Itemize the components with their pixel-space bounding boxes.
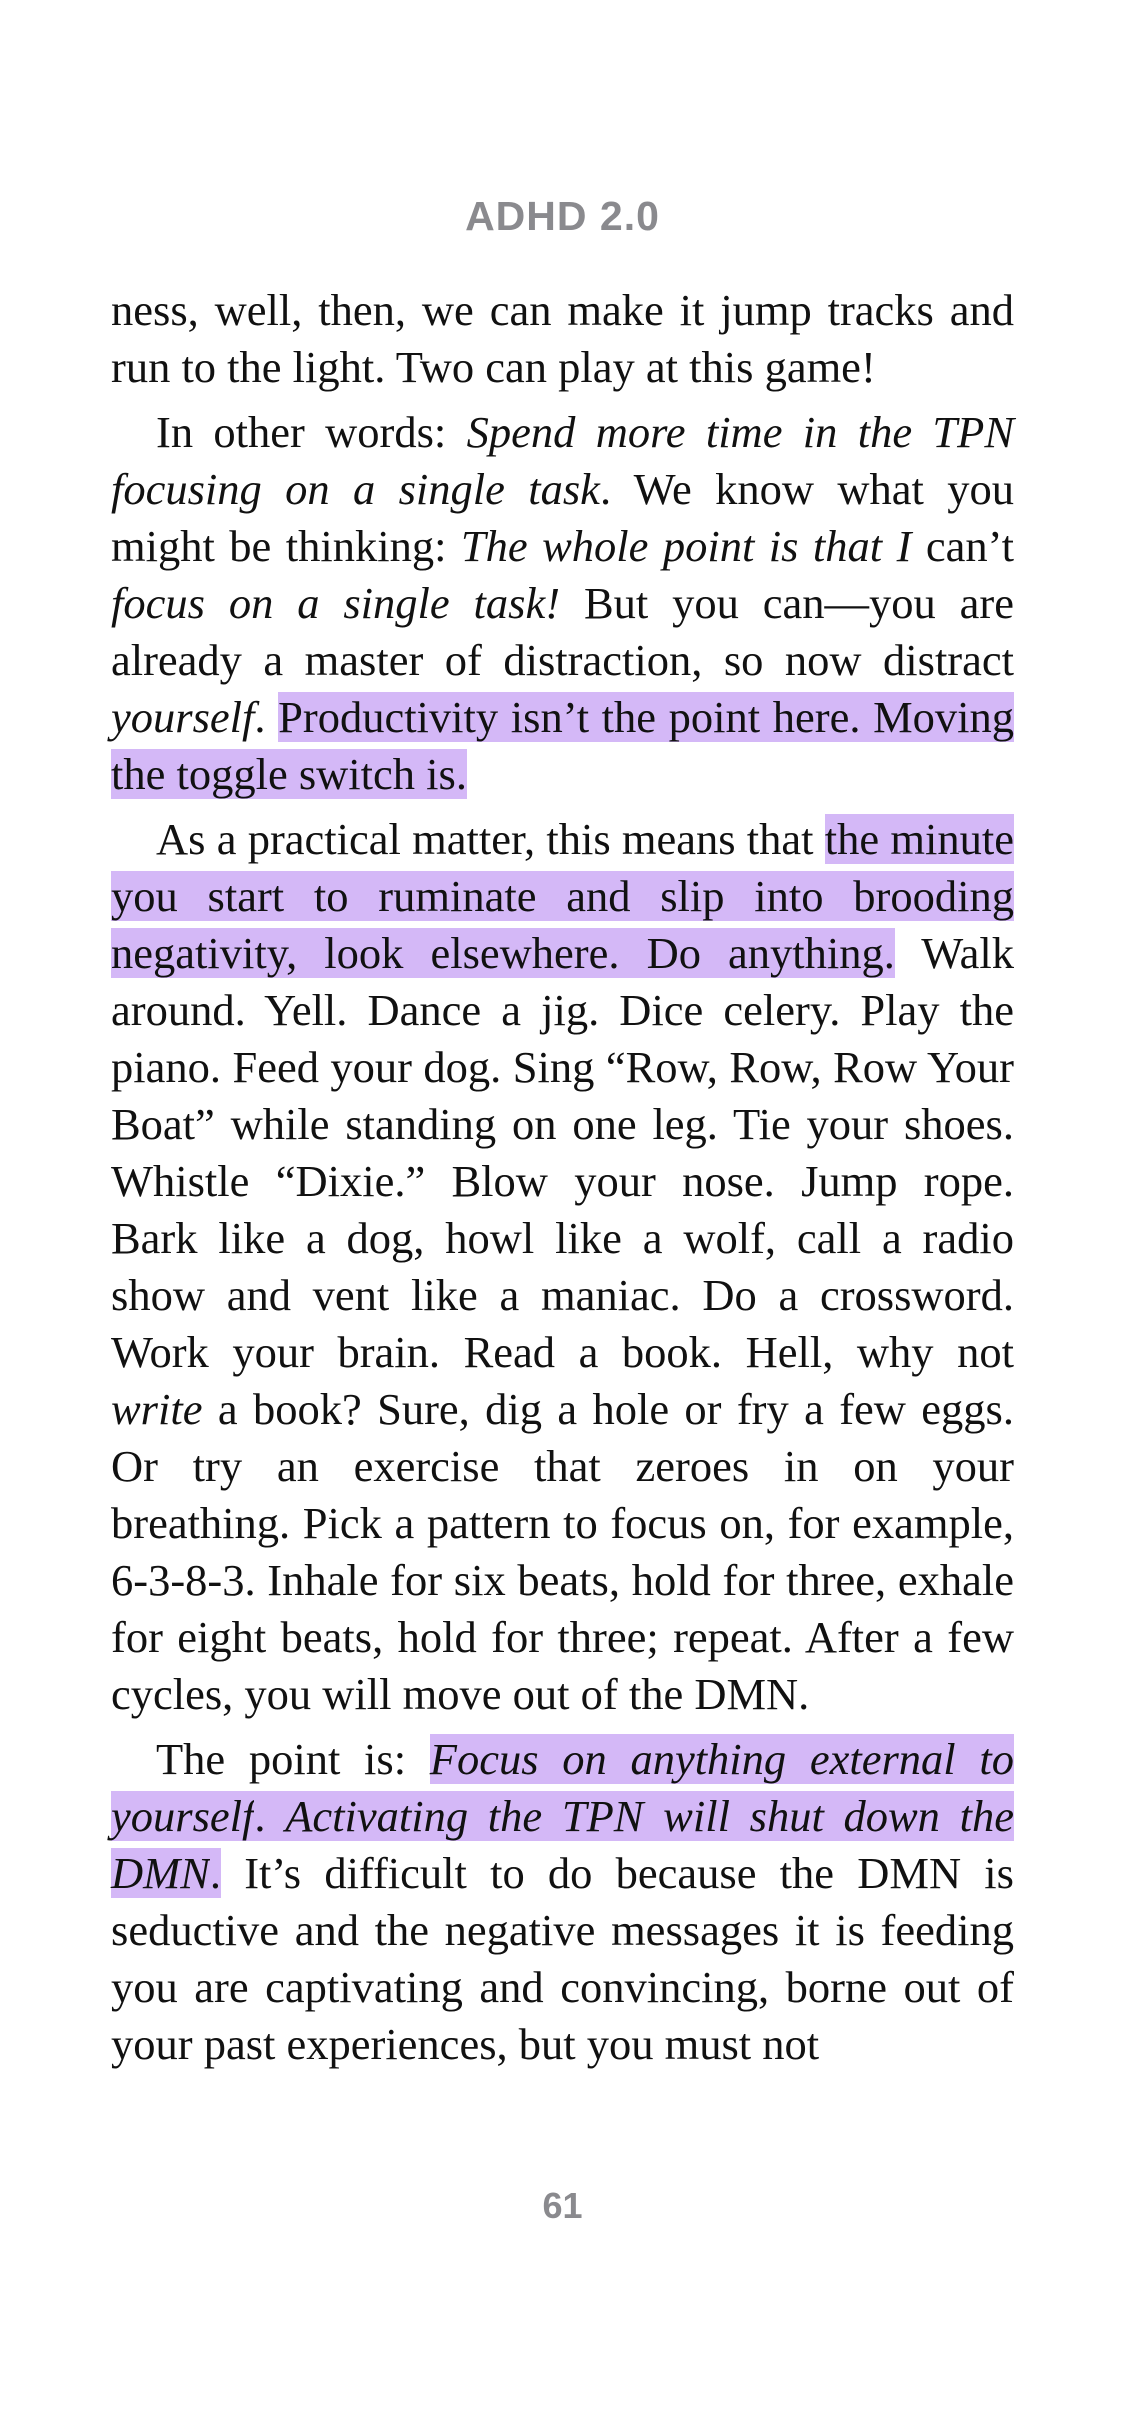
italic-text: focus on a single task! [111, 578, 561, 628]
paragraph [111, 404, 1014, 803]
text-run: In other words: [156, 407, 467, 457]
text-run: can’t [911, 521, 1015, 571]
text-run: . [254, 692, 279, 742]
text-run: Walk around. Yell. Dance a jig. Dice celery. Play the piano. Feed your dog. Sing “Row, Row, Row Your Boat” while standing on one leg. Tie your shoes. Whistle “Dixie.” Blow your nose. Jump rope. Bark like a dog, howl like a wolf, call a radio show and vent like a maniac. Do a crossword. Work your brain. Read a book. Hell, why not [111, 928, 1015, 1377]
highlighted-text: . [254, 1791, 286, 1841]
highlighted-text: Activating the TPN will shut down the DMN [111, 1791, 1014, 1898]
italic-text: The whole point is that I [460, 521, 912, 571]
book-title: ADHD 2.0 [465, 193, 660, 239]
text-run: It’s difficult to do because the DMN is seductive and the negative messages it is feeding you are captivating and convincing, borne out of your past experiences, but you must not [111, 1848, 1014, 2069]
highlighted-text: Productivity isn’t the point here. Moving the toggle switch is. [111, 692, 1014, 799]
italic-text: write [111, 1384, 203, 1434]
italic-text: yourself [111, 692, 255, 742]
italic-text: Spend more time in the TPN focusing on a single task [111, 407, 1015, 514]
paragraph [111, 1731, 1014, 2073]
highlighted-text: . [209, 1848, 222, 1898]
highlighted-text: Focus on anything external to yourself [111, 1734, 1014, 1841]
text-run: But you can—you are already a master of distraction, so now distract [111, 578, 1015, 685]
text-run: a book? Sure, dig a hole or fry a few eggs. Or try an exercise that zeroes in on your breathing. Pick a pattern to focus on, for example, 6-3-8-3. Inhale for six beats, hold for three, exhale for eight beats, hold for three; repeat. After a few cycles, you will move out of the DMN. [111, 1384, 1014, 1719]
text-run: As a practical matter, this means that [156, 814, 825, 864]
text-run: The point is: [156, 1734, 430, 1784]
paragraph [111, 282, 1014, 396]
paragraph [111, 811, 1014, 1723]
page-number: 61 [542, 2185, 583, 2226]
highlighted-text: the minute you start to ruminate and slip into brooding negativity, look elsewhere. Do anything. [111, 814, 1014, 978]
page-text[interactable] [111, 282, 1014, 2081]
text-run: ness, well, then, we can make it jump tracks and run to the light. Two can play at this game! [111, 285, 1014, 392]
text-run: . We know what you might be thinking: [111, 464, 1014, 571]
